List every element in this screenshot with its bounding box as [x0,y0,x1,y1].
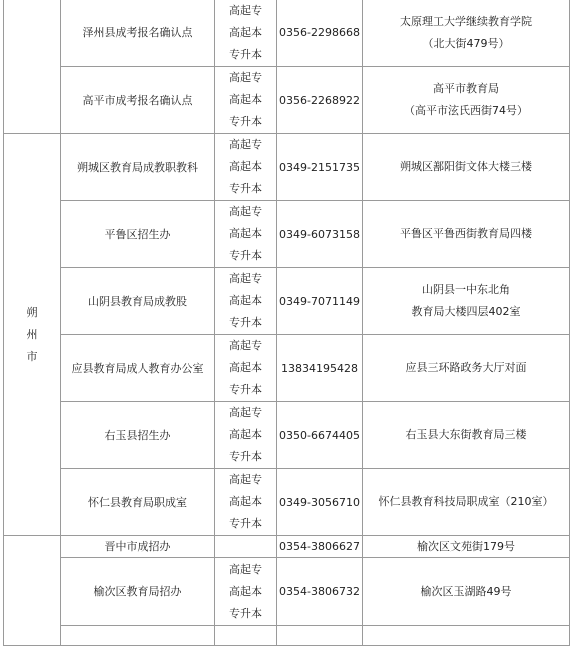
level-item: 专升本 [229,606,262,620]
table-row [4,335,570,402]
city-cell [4,134,61,536]
level-item: 专升本 [229,115,262,128]
phone-number: 0356-2268922 [277,67,363,134]
table-row [4,0,570,67]
level-item: 高起专 [229,205,262,218]
level-item: 高起本 [229,584,262,598]
level-item: 专升本 [229,47,262,61]
levels-cell [215,626,277,646]
site-name: 朔城区教育局成教职教科 [61,134,215,201]
level-item: 专升本 [229,517,262,530]
level-item: 专升本 [229,316,262,329]
site-name: 榆次区教育局招办 [61,558,215,626]
phone-number: 0356-2298668 [277,0,363,67]
phone-number: 0350-6674405 [277,402,363,469]
level-item: 专升本 [229,249,262,262]
level-item: 高起专 [229,406,262,419]
level-item: 高起专 [229,3,262,17]
phone-number: 13834195428 [277,335,363,402]
site-name: 右玉县招生办 [61,402,215,469]
phone-number: 0354-3806627 [277,536,363,558]
level-item: 高起本 [229,227,262,240]
levels-cell [215,0,277,67]
table-row [4,134,570,201]
site-name: 应县教育局成人教育办公室 [61,335,215,402]
address-line: 榆次区文苑街179号 [417,539,515,553]
levels-cell [215,469,277,536]
address-cell [363,402,570,469]
phone-number: 0349-6073158 [277,201,363,268]
address-line: 朔城区鄯阳街文体大楼三楼 [400,160,532,173]
site-name: 高平市成考报名确认点 [61,67,215,134]
levels-cell [215,536,277,558]
address-line: 高平市教育局 [433,82,499,95]
address-line: 右玉县大东街教育局三楼 [405,428,527,441]
address-line: 榆次区玉湖路49号 [420,584,512,598]
table-row [4,558,570,626]
city-name-char: 州 [26,327,38,341]
address-cell [363,0,570,67]
table-row [4,469,570,536]
level-item: 高起本 [229,25,262,39]
level-item: 高起专 [229,473,262,486]
table-row [4,536,570,558]
table-row [4,268,570,335]
level-item: 高起本 [229,428,262,441]
site-name: 山阴县教育局成教股 [61,268,215,335]
phone-number: 0349-3056710 [277,469,363,536]
level-item: 高起专 [229,138,262,151]
levels-cell [215,134,277,201]
level-item: 专升本 [229,450,262,463]
level-item: 高起专 [229,562,262,576]
address-cell [363,626,570,646]
table-row [4,402,570,469]
levels-cell [215,558,277,626]
address-line: 怀仁县教育科技局职成室（210室） [378,495,554,508]
level-item: 高起本 [229,294,262,307]
level-item: 高起专 [229,272,262,285]
address-cell [363,134,570,201]
exam-site-table [3,0,570,646]
address-line: 山阴县一中东北角 [422,283,510,296]
site-name: 平鲁区招生办 [61,201,215,268]
address-cell [363,268,570,335]
address-cell [363,536,570,558]
level-item: 高起专 [229,71,262,84]
address-line: 教育局大楼四层402室 [411,305,521,318]
table-row [4,67,570,134]
levels-cell [215,201,277,268]
site-name [61,626,215,646]
levels-cell [215,335,277,402]
table-row [4,201,570,268]
address-line: （高平市泫氏西街74号） [404,104,528,117]
address-line: 应县三环路政务大厅对面 [405,361,527,374]
address-cell [363,201,570,268]
address-line: 平鲁区平鲁西街教育局四楼 [400,227,532,240]
levels-cell [215,402,277,469]
phone-number: 0349-7071149 [277,268,363,335]
city-cell [4,536,61,646]
level-item: 专升本 [229,383,262,396]
address-cell [363,469,570,536]
table-row [4,626,570,646]
phone-number: 0349-2151735 [277,134,363,201]
address-cell [363,335,570,402]
level-item: 高起专 [229,339,262,352]
level-item: 高起本 [229,361,262,374]
site-name: 怀仁县教育局职成室 [61,469,215,536]
address-line: 太原理工大学继续教育学院 [400,14,532,28]
city-cell [4,0,61,134]
phone-number [277,626,363,646]
address-line: （北大街479号） [422,36,510,50]
city-name-char: 朔 [26,305,38,319]
site-name: 晋中市成招办 [61,536,215,558]
site-name: 泽州县成考报名确认点 [61,0,215,67]
level-item: 高起本 [229,495,262,508]
levels-cell [215,268,277,335]
phone-number: 0354-3806732 [277,558,363,626]
address-cell [363,67,570,134]
address-cell [363,558,570,626]
level-item: 高起本 [229,93,262,106]
levels-cell [215,67,277,134]
city-name-char: 市 [26,349,38,363]
level-item: 专升本 [229,182,262,195]
level-item: 高起本 [229,160,262,173]
